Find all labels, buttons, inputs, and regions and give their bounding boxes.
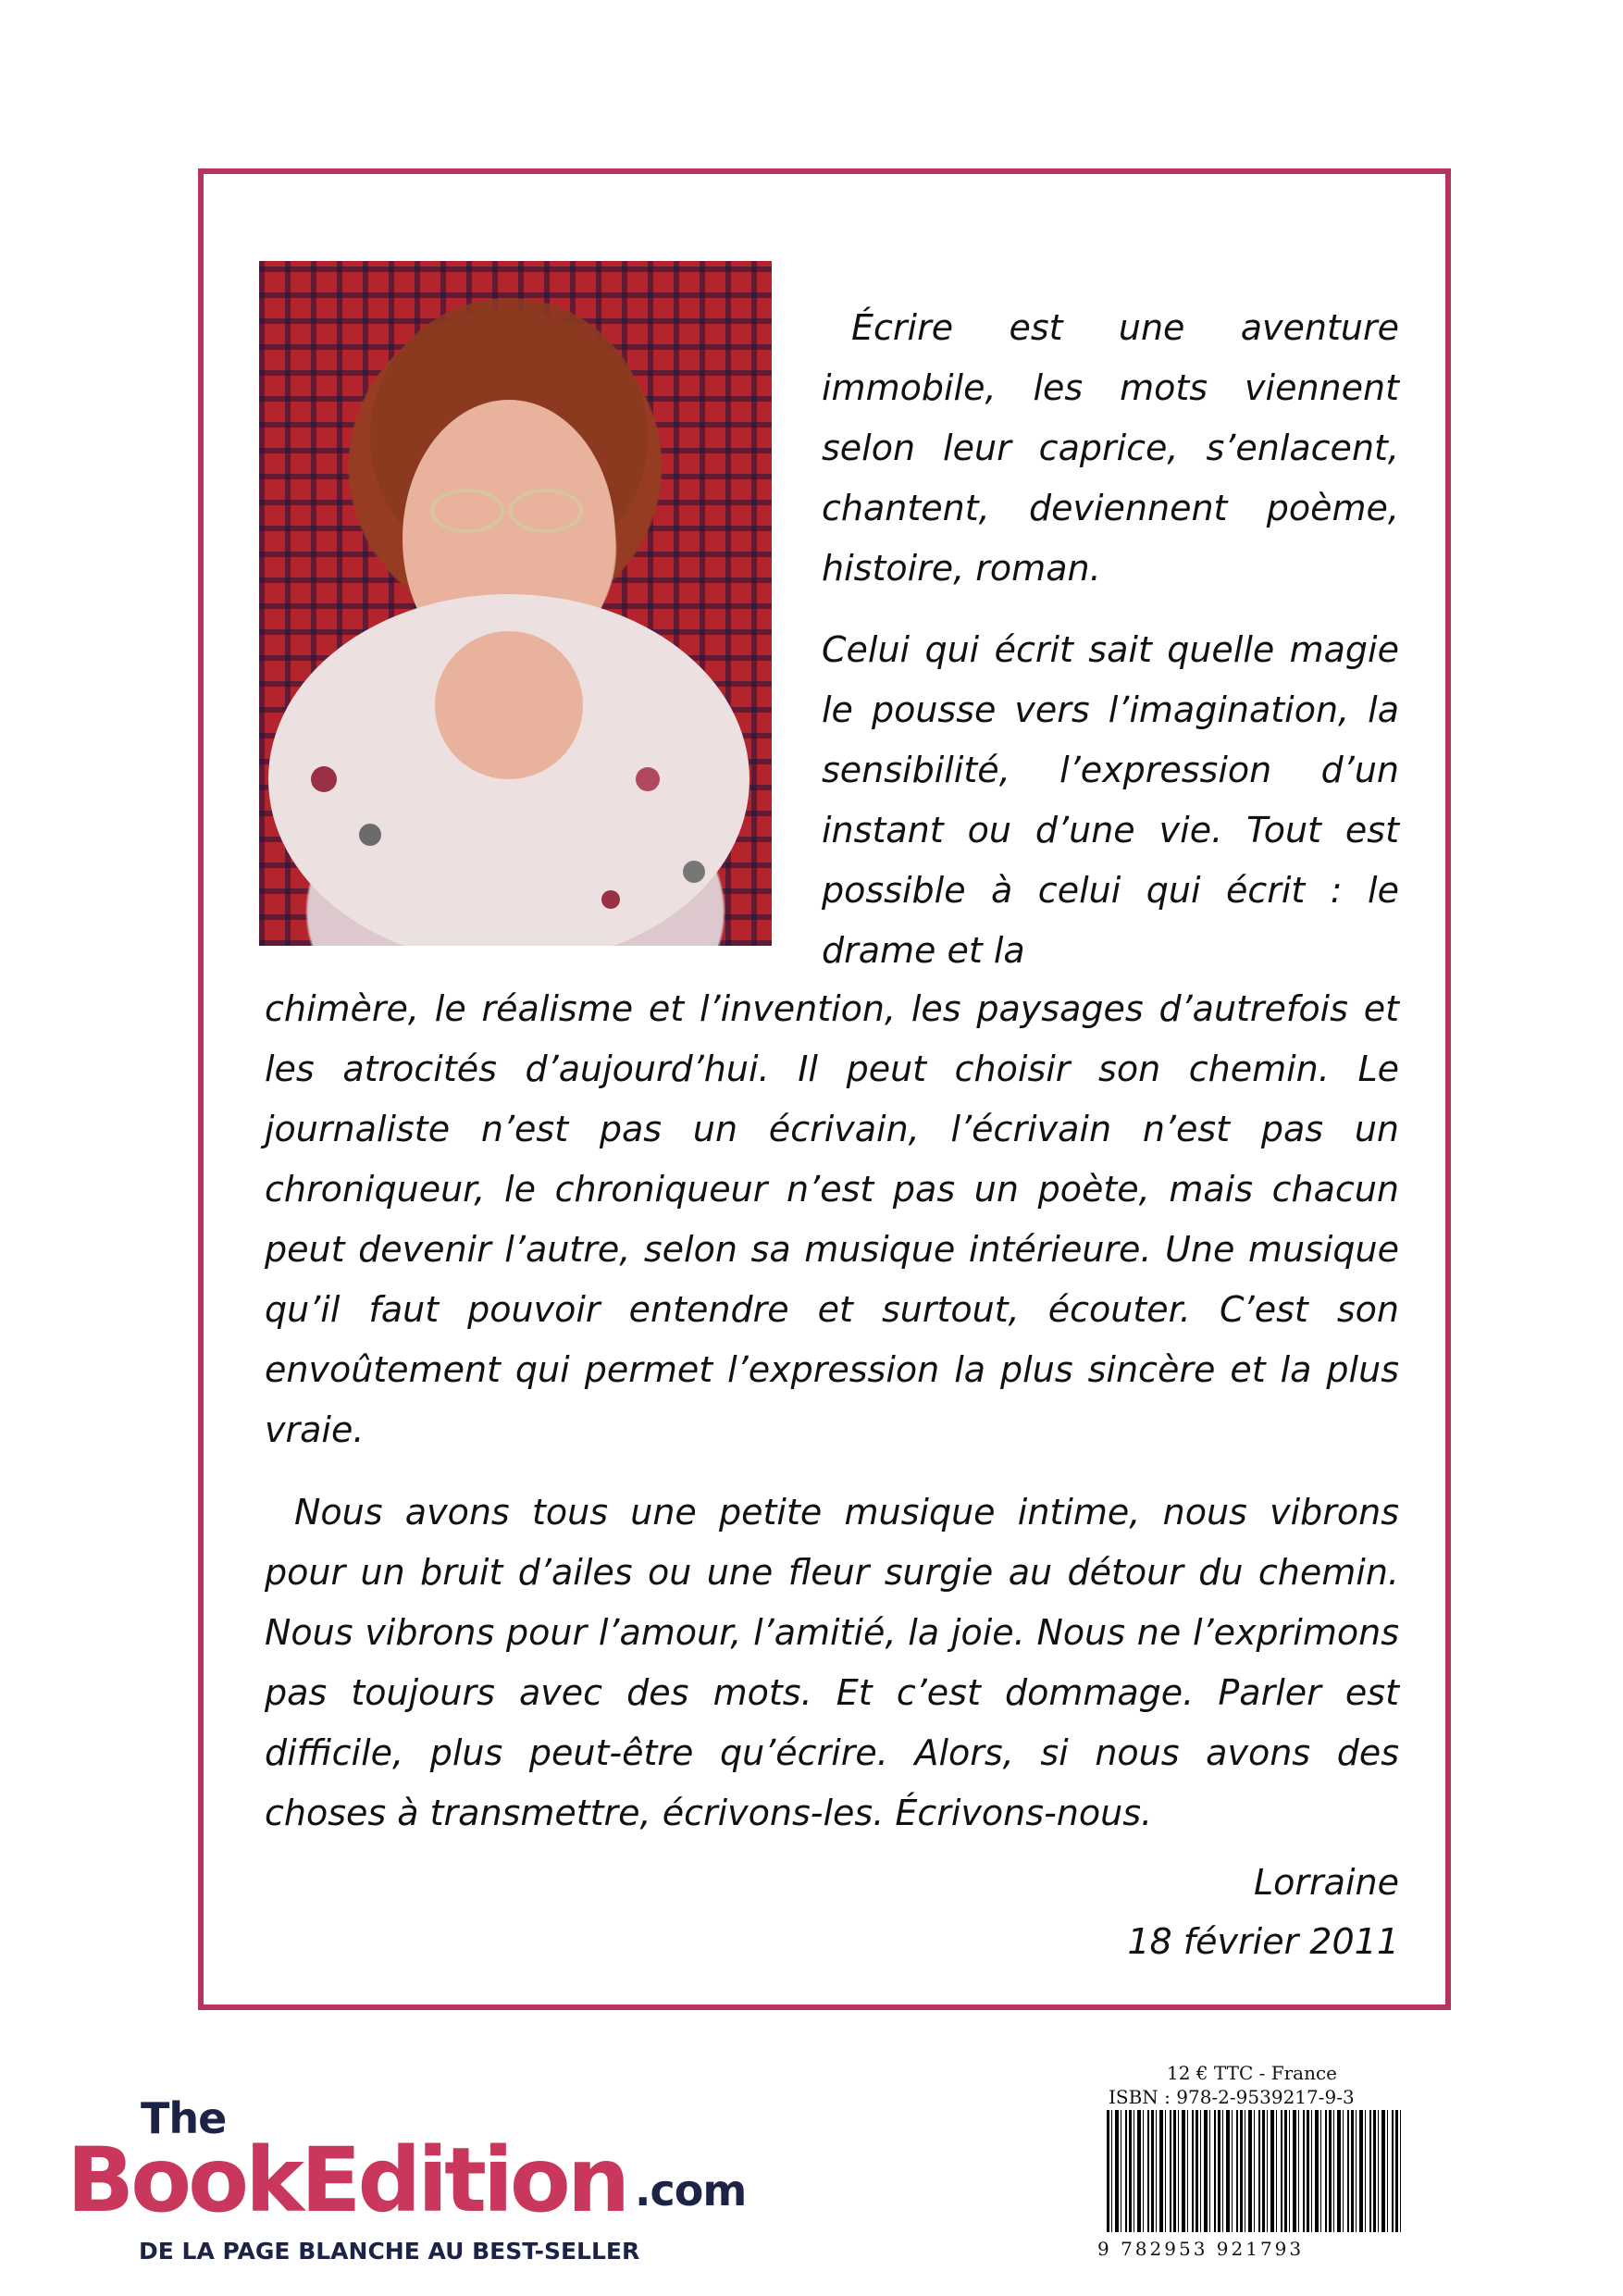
paragraph-2-top: Celui qui écrit sait quelle magie le pousse vers l’imagination, la sensibilité, l’expression d’un instant ou d’une vie. Tout est possible à celui qui écrit : le drame et la [822, 629, 1399, 971]
paragraph-2-bottom: chimère, le réalisme et l’invention, les paysages d’autrefois et les atrocités d’aujourd’hui. Il peut choisir son chemin. Le journaliste n’est pas un écrivain, l’écrivain n’est pas un chroniqueur, le chroniqueur n’est pas un poète, mais chacun peut devenir l’autre, selon sa musique intérieure. Une musique qu’il faut pouvoir entendre et surtout, écouter. C’est son envoûtement qui permet l’expression la plus sincère et la plus vraie. [265, 988, 1399, 1450]
logo-the-text: The [141, 2093, 227, 2143]
signature-date: 18 février 2011 [1127, 1921, 1399, 1962]
logo-tagline: DE LA PAGE BLANCHE AU BEST-SELLER [139, 2238, 640, 2265]
paragraph-1: Écrire est une aventure immobile, les mots viennent selon leur caprice, s’enlacent, chantent, deviennent poème, histoire, roman. [822, 307, 1399, 589]
barcode-digits: 9 782953 921793 [1097, 2238, 1305, 2260]
barcode-icon [1107, 2110, 1401, 2232]
signature-name: Lorraine [1254, 1862, 1399, 1903]
isbn-label: ISBN : 978-2-9539217-9-3 [1109, 2086, 1355, 2108]
portrait-illustration [259, 261, 772, 946]
paragraph-3: Nous avons tous une petite musique intime, nous vibrons pour un bruit d’ailes ou une fleur surgie au détour du chemin. Nous vibrons pour l’amour, l’amitié, la joie. Nous ne l’exprimons pas toujours avec des mots. Et c’est dommage. Parler est difficile, plus peut-être qu’écrire. Alors, si nous avons des choses à transmettre, écrivons-les. Écrivons-nous. [265, 1492, 1399, 1833]
logo-bookedition-text: BookEdition [67, 2128, 627, 2232]
author-portrait-photo [259, 261, 772, 946]
price-label: 12 € TTC - France [1167, 2062, 1337, 2084]
logo-com-text: .com [635, 2166, 747, 2215]
